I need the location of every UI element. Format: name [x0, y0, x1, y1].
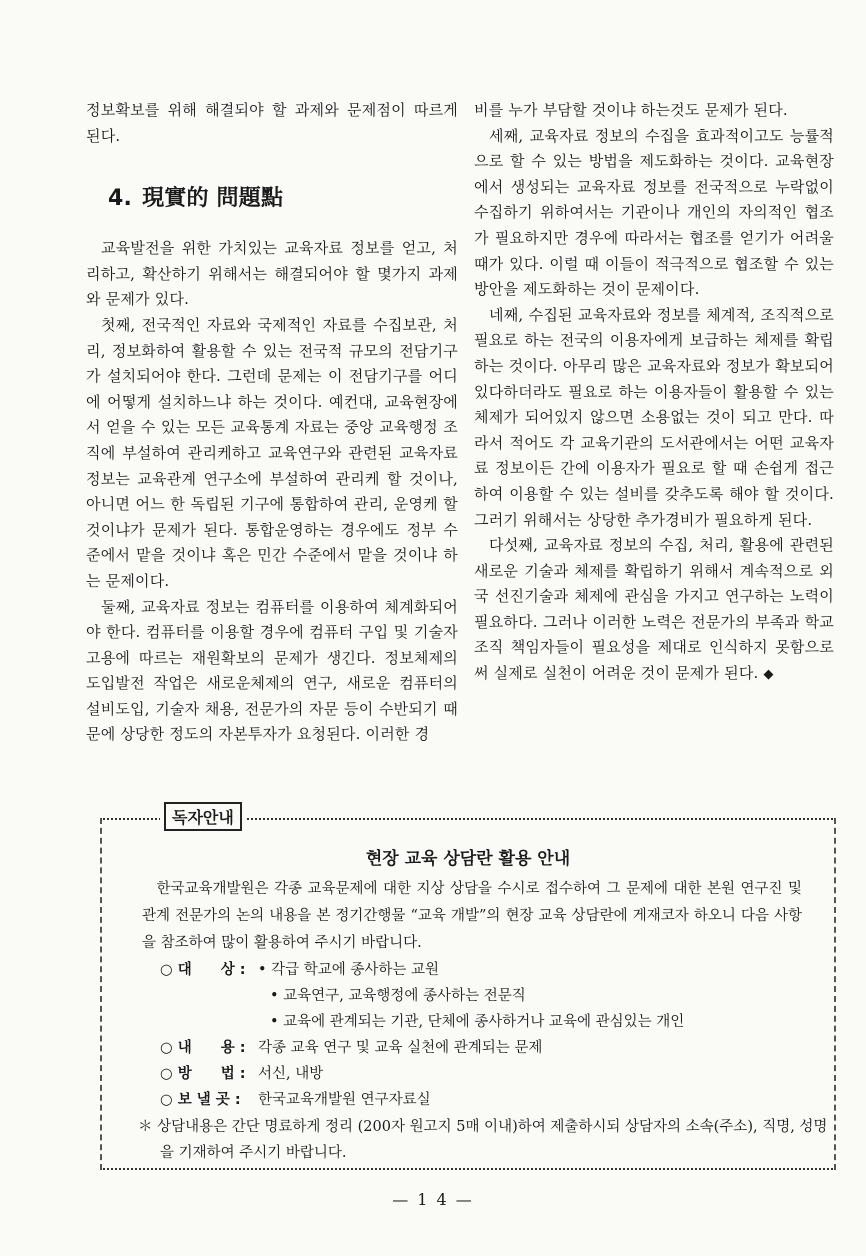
method-value: 서신, 내방: [258, 1066, 324, 1082]
notice-method-row: [160, 1062, 323, 1086]
notice-tag-label: 독자안내: [164, 802, 242, 831]
right-column: [474, 98, 834, 688]
notice-tag: [160, 802, 246, 831]
notice-content-row: [160, 1036, 542, 1060]
notice-note: ＊ 상담내용은 간단 명료하게 정리 (200자 원고지 5매 이내)하여 제출하시되 상담자의 소속(주소), 직명, 성명을 기재하여 주시기 바랍니다.: [138, 1119, 828, 1161]
paragraph-fifth-text: 다섯째, 교육자료 정보의 수집, 처리, 활용에 관련된 새로운 기술과 체제를 확립하기 위해서 계속적으로 외국 선진기술과 체제에 관심을 가지고 연구하는 노력이 필요하다. 그러나 이러한 노력은 전문가의 부족과 학교조직 책임자들이 필요성을 제대로 인식하지 못함으로써 실제로 실천이 어려운 것이 문제가 된다.: [474, 536, 834, 683]
continued-paragraph: 비를 누가 부담할 것이냐 하는것도 문제가 된다.: [474, 101, 788, 119]
address-value: 한국교육개발원 연구자료실: [258, 1092, 431, 1108]
paragraph-fifth: [474, 533, 834, 688]
target-item-1: • 각급 학교에 종사하는 교원: [258, 962, 440, 978]
target-item-3: • 교육에 관계되는 기관, 단체에 종사하거나 교육에 관심있는 개인: [270, 1014, 685, 1030]
notice-target-row: [160, 958, 439, 982]
paragraph-first: 첫째, 전국적인 자료와 국제적인 자료를 수집보관, 처리, 정보화하여 활용할 수 있는 전국적 규모의 전담기구가 설치되어야 한다. 그런데 문제는 이 전담기구를 어디에 어떻게 설치하느냐 하는 것이다. 예컨대, 교육현장에서 얻을 수 있는 모든 교육통계 자료는 중앙 교육행정 조직에 부설하여 관리케하고 교육연구와 관련된 교육자료 정보는 교육관계 연구소에 부설하여 관리케 할 것이나, 아니면 어느 한 독립된 기구에 통합하여 관리, 운영케 할 것이냐가 문제가 된다. 통합운영하는 경우에도 정부 수준에서 맡을 것이냐 혹은 민간 수준에서 맡을 것이냐 하는 문제이다.: [86, 315, 458, 590]
method-key: ○ 방 법 :: [160, 1066, 246, 1082]
content-value: 각종 교육 연구 및 교육 실천에 관계되는 문제: [258, 1040, 543, 1056]
content-key: ○ 내 용 :: [160, 1040, 246, 1056]
reader-notice-box: [100, 808, 836, 1170]
continued-paragraph: 정보확보를 위해 해결되야 할 과제와 문제점이 따르게 된다.: [86, 101, 458, 145]
paragraph-second: 둘째, 교육자료 정보는 컴퓨터를 이용하여 체계화되어야 한다. 컴퓨터를 이용할 경우에 컴퓨터 구입 및 기술자 고용에 따르는 재원확보의 문제가 생긴다. 정보체제의 도입발전 작업은 새로운체제의 연구, 새로운 컴퓨터의 설비도입, 기술자 채용, 전문가의 자문 등이 수반되기 때문에 상당한 정도의 자본투자가 요청된다. 이러한 경: [86, 597, 458, 744]
end-mark-icon: ◆: [763, 667, 774, 683]
paragraph-third: 세째, 교육자료 정보의 수집을 효과적이고도 능률적으로 할 수 있는 방법을 제도화하는 것이다. 교육현장에서 생성되는 교육자료 정보를 전국적으로 누락없이 수집하기 위하여서는 기관이나 개인의 자의적인 협조가 필요하지만 경우에 따라서는 협조를 얻기가 어려울 때가 있다. 이럴 때 이들이 적극적으로 협조할 수 있는 방안을 제도화하는 것이 문제이다.: [474, 126, 834, 299]
left-column: [86, 98, 458, 748]
notice-address-row: [160, 1088, 431, 1112]
target-item-2: • 교육연구, 교육행정에 종사하는 전문직: [270, 988, 526, 1004]
notice-title: 현장 교육 상담란 활용 안내: [365, 849, 571, 869]
notice-intro: 한국교육개발원은 각종 교육문제에 대한 지상 상담을 수시로 접수하여 그 문제에 대한 본원 연구진 및 관계 전문가의 논의 내용을 본 정기간행물 “교육 개발”의 현장 교육 상담란에 게재코자 하오니 다음 사항을 참조하여 많이 활용하여 주시기 바랍니다.: [142, 881, 802, 951]
section-title: 現實的 問題點: [142, 185, 284, 212]
target-key: ○ 대 상 :: [160, 962, 246, 978]
section-number: 4.: [108, 186, 133, 212]
page-number: — 1 4 —: [392, 1190, 474, 1209]
address-key: ○ 보 낼 곳 :: [160, 1092, 241, 1108]
paragraph-fourth: 네째, 수집된 교육자료와 정보를 체계적, 조직적으로 필요로 하는 전국의 이용자에게 보급하는 체제를 확립하는 것이다. 아무리 많은 교육자료와 정보가 확보되어 있다하더라도 필요로 하는 이용자들이 활용할 수 있는 체제가 되어있지 않으면 소용없는 것이 되고 만다. 따라서 적어도 각 교육기관의 도서관에서는 어떤 교육자료 정보이든 간에 이용자가 필요로 할 때 손쉽게 접근하여 이용할 수 있는 설비를 갖추도록 해야 할 것이다. 그러기 위해서는 상당한 추가경비가 필요하게 된다.: [474, 305, 834, 529]
section-heading: [108, 183, 458, 214]
paragraph-intro: 교육발전을 위한 가치있는 교육자료 정보를 얻고, 처리하고, 확산하기 위해서는 해결되어야 할 몇가지 과제와 문제가 있다.: [86, 239, 458, 309]
